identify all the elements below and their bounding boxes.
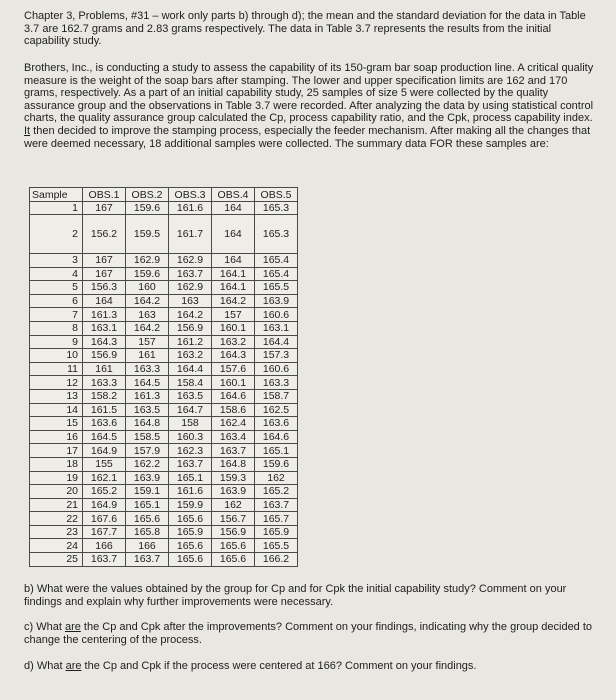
sample-number-cell: 14 <box>30 403 83 417</box>
observation-cell: 163.6 <box>255 417 298 431</box>
observation-cell: 163.9 <box>126 471 169 485</box>
observation-cell: 162 <box>255 471 298 485</box>
observation-cell: 164.8 <box>212 457 255 471</box>
observation-cell: 165.2 <box>83 485 126 499</box>
observation-cell: 163.2 <box>169 349 212 363</box>
table-row <box>30 321 298 335</box>
header-obs-4: OBS.4 <box>212 188 255 202</box>
observation-cell: 165.6 <box>169 539 212 553</box>
question-d-are: are <box>65 660 82 672</box>
problem-text-end: then decided to improve the stamping process, especially the feeder mechanism. After making all the changes that were deemed necessary, 18 additional samples were collected. The summary data FOR these samples are: <box>24 124 591 150</box>
sample-number-cell: 12 <box>30 376 83 390</box>
observation-cell: 164 <box>83 294 126 308</box>
observation-cell: 164.8 <box>126 417 169 431</box>
observation-cell: 164.3 <box>212 349 255 363</box>
observation-cell: 164.5 <box>126 376 169 390</box>
sample-number-cell: 10 <box>30 349 83 363</box>
observations-table <box>29 187 298 567</box>
table-row <box>30 376 298 390</box>
observation-cell: 157.3 <box>255 349 298 363</box>
sample-number-cell: 9 <box>30 335 83 349</box>
observation-cell: 164.6 <box>212 389 255 403</box>
sample-number-cell: 24 <box>30 539 83 553</box>
observation-cell: 165.6 <box>212 553 255 567</box>
table-row <box>30 471 298 485</box>
observation-cell: 162.9 <box>169 254 212 268</box>
observation-cell: 162.9 <box>126 254 169 268</box>
question-d <box>24 660 594 673</box>
sample-number-cell: 13 <box>30 389 83 403</box>
table-row <box>30 512 298 526</box>
observation-cell: 159.6 <box>126 267 169 281</box>
intro-text: Chapter 3, Problems, #31 – work only parts b) through d); the mean and the standard deviation for the data in Table 3.7 are 162.7 grams and 2.83 grams respectively. The data in Table 3.7 represents the results from the initial capability study. <box>24 10 586 48</box>
observation-cell: 167.7 <box>83 525 126 539</box>
observation-cell: 163 <box>169 294 212 308</box>
sample-number-cell: 6 <box>30 294 83 308</box>
observation-cell: 164.4 <box>255 335 298 349</box>
observation-cell: 164.6 <box>255 430 298 444</box>
observation-cell: 160.1 <box>212 321 255 335</box>
table-row <box>30 215 298 254</box>
sample-number-cell: 5 <box>30 281 83 295</box>
observation-cell: 165.2 <box>255 485 298 499</box>
observation-cell: 160.6 <box>255 362 298 376</box>
observation-cell: 165.1 <box>169 471 212 485</box>
observation-cell: 163.9 <box>255 294 298 308</box>
observation-cell: 164.1 <box>212 281 255 295</box>
observation-cell: 164.3 <box>83 335 126 349</box>
problem-text: Brothers, Inc., is conducting a study to assess the capability of its 150-gram bar soap production line. A critical quality measure is the weight of the soap bars after stamping. The lower and upper specification limits are 162 and 170 grams, respectively. As a part of an initial capability study, 25 samples of size 5 were collected by the quality assurance group and the observations in Table 3.7 were recorded. After analyzing the data by using statistical control charts, the quality assurance group calculated the Cp, process capability ratio, and the Cpk, process capability index. <box>24 62 594 125</box>
observation-cell: 163.3 <box>83 376 126 390</box>
table-header-row <box>30 188 298 202</box>
observation-cell: 167.6 <box>83 512 126 526</box>
sample-number-cell: 18 <box>30 457 83 471</box>
observation-cell: 157.6 <box>212 362 255 376</box>
observation-cell: 164.2 <box>169 308 212 322</box>
observation-cell: 165.8 <box>126 525 169 539</box>
question-b-text: b) What were the values obtained by the group for Cp and for Cpk the initial capability study? Comment on your findings and explain why further improvements were necessary. <box>24 583 567 608</box>
sample-number-cell: 23 <box>30 525 83 539</box>
observation-cell: 166 <box>83 539 126 553</box>
observation-cell: 161.7 <box>169 215 212 254</box>
observation-cell: 166 <box>126 539 169 553</box>
table-row <box>30 430 298 444</box>
observation-cell: 165.4 <box>255 254 298 268</box>
question-c-post: the Cp and Cpk after the improvements? Comment on your findings, indicating why the group decided to change the centering of the process. <box>24 621 593 646</box>
sample-number-cell: 11 <box>30 362 83 376</box>
observation-cell: 161.6 <box>169 202 212 215</box>
table-row <box>30 498 298 512</box>
observation-cell: 160.3 <box>169 430 212 444</box>
table-row <box>30 417 298 431</box>
question-c-pre: c) What <box>24 621 65 633</box>
question-c-are: are <box>64 621 81 633</box>
observation-cell: 158.2 <box>83 389 126 403</box>
observation-cell: 165.5 <box>255 281 298 295</box>
observation-cell: 156.3 <box>83 281 126 295</box>
sample-number-cell: 20 <box>30 485 83 499</box>
observation-cell: 159.6 <box>126 202 169 215</box>
observation-cell: 164.1 <box>212 267 255 281</box>
observation-cell: 163.7 <box>126 553 169 567</box>
intro-paragraph <box>24 10 594 48</box>
observation-cell: 165.3 <box>255 215 298 254</box>
observation-cell: 160.1 <box>212 376 255 390</box>
observation-cell: 163.3 <box>126 362 169 376</box>
observation-cell: 164 <box>212 202 255 215</box>
table-row <box>30 553 298 567</box>
observation-cell: 163.9 <box>212 485 255 499</box>
observation-cell: 163.4 <box>212 430 255 444</box>
observation-cell: 164.5 <box>83 430 126 444</box>
observation-cell: 167 <box>83 202 126 215</box>
table-row <box>30 254 298 268</box>
observation-cell: 165.1 <box>255 444 298 458</box>
observation-cell: 165.5 <box>255 539 298 553</box>
table-body <box>30 202 298 567</box>
observation-cell: 162.1 <box>83 471 126 485</box>
observation-cell: 165.3 <box>255 202 298 215</box>
observation-cell: 159.3 <box>212 471 255 485</box>
observation-cell: 158.4 <box>169 376 212 390</box>
question-d-post: the Cp and Cpk if the process were centered at 166? Comment on your findings. <box>81 660 477 672</box>
observation-cell: 164 <box>212 254 255 268</box>
observation-cell: 163.3 <box>255 376 298 390</box>
table-row <box>30 267 298 281</box>
sample-number-cell: 3 <box>30 254 83 268</box>
header-obs-2: OBS.2 <box>126 188 169 202</box>
observation-cell: 163.7 <box>169 267 212 281</box>
table-row <box>30 362 298 376</box>
observation-cell: 164.2 <box>126 321 169 335</box>
observation-cell: 157 <box>212 308 255 322</box>
observation-cell: 163.1 <box>255 321 298 335</box>
question-c <box>24 621 594 646</box>
sample-number-cell: 7 <box>30 308 83 322</box>
observation-cell: 163 <box>126 308 169 322</box>
table-row <box>30 202 298 215</box>
observation-cell: 161.6 <box>169 485 212 499</box>
observation-cell: 156.9 <box>83 349 126 363</box>
observation-cell: 161 <box>126 349 169 363</box>
header-obs-1: OBS.1 <box>83 188 126 202</box>
sample-number-cell: 15 <box>30 417 83 431</box>
table-row <box>30 525 298 539</box>
observation-cell: 162.5 <box>255 403 298 417</box>
observation-cell: 158.5 <box>126 430 169 444</box>
observation-cell: 159.9 <box>169 498 212 512</box>
observation-cell: 164.9 <box>83 498 126 512</box>
sample-number-cell: 4 <box>30 267 83 281</box>
observation-cell: 162.4 <box>212 417 255 431</box>
sample-number-cell: 17 <box>30 444 83 458</box>
observation-cell: 161.2 <box>169 335 212 349</box>
table-row <box>30 457 298 471</box>
observation-cell: 158 <box>169 417 212 431</box>
observation-cell: 162.9 <box>169 281 212 295</box>
observation-cell: 165.7 <box>255 512 298 526</box>
observation-cell: 162 <box>212 498 255 512</box>
observation-cell: 159.5 <box>126 215 169 254</box>
table-row <box>30 444 298 458</box>
observation-cell: 161.5 <box>83 403 126 417</box>
sample-number-cell: 21 <box>30 498 83 512</box>
observation-cell: 156.9 <box>212 525 255 539</box>
observation-cell: 163.5 <box>126 403 169 417</box>
observation-cell: 163.1 <box>83 321 126 335</box>
observation-cell: 163.7 <box>255 498 298 512</box>
observation-cell: 163.6 <box>83 417 126 431</box>
sample-number-cell: 1 <box>30 202 83 215</box>
sample-number-cell: 8 <box>30 321 83 335</box>
observation-cell: 161.3 <box>83 308 126 322</box>
observation-cell: 164.4 <box>169 362 212 376</box>
observation-cell: 165.1 <box>126 498 169 512</box>
observation-cell: 162.3 <box>169 444 212 458</box>
sample-number-cell: 22 <box>30 512 83 526</box>
observation-cell: 159.1 <box>126 485 169 499</box>
observation-cell: 163.7 <box>83 553 126 567</box>
observation-cell: 165.4 <box>255 267 298 281</box>
observation-cell: 165.9 <box>169 525 212 539</box>
table-row <box>30 403 298 417</box>
observation-cell: 163.2 <box>212 335 255 349</box>
sample-number-cell: 16 <box>30 430 83 444</box>
table-row <box>30 349 298 363</box>
question-b <box>24 583 594 608</box>
observation-cell: 165.6 <box>169 512 212 526</box>
problem-it-word: It <box>24 124 31 137</box>
observation-cell: 167 <box>83 267 126 281</box>
table-row <box>30 539 298 553</box>
table-row <box>30 485 298 499</box>
observation-cell: 166.2 <box>255 553 298 567</box>
observation-cell: 164.2 <box>126 294 169 308</box>
sample-number-cell: 25 <box>30 553 83 567</box>
observation-cell: 156.2 <box>83 215 126 254</box>
observation-cell: 158.7 <box>255 389 298 403</box>
observation-cell: 163.7 <box>169 457 212 471</box>
observation-cell: 157 <box>126 335 169 349</box>
observation-cell: 161.3 <box>126 389 169 403</box>
observation-cell: 157.9 <box>126 444 169 458</box>
observation-cell: 167 <box>83 254 126 268</box>
sample-number-cell: 19 <box>30 471 83 485</box>
table-row <box>30 389 298 403</box>
observation-cell: 164 <box>212 215 255 254</box>
header-obs-3: OBS.3 <box>169 188 212 202</box>
header-obs-5: OBS.5 <box>255 188 298 202</box>
observation-cell: 156.7 <box>212 512 255 526</box>
table-row <box>30 294 298 308</box>
problem-paragraph <box>24 62 594 150</box>
observation-cell: 163.5 <box>169 389 212 403</box>
observation-cell: 165.6 <box>126 512 169 526</box>
observation-cell: 162.2 <box>126 457 169 471</box>
header-sample: Sample <box>30 188 83 202</box>
observation-cell: 160.6 <box>255 308 298 322</box>
observation-cell: 165.6 <box>169 553 212 567</box>
observation-cell: 158.6 <box>212 403 255 417</box>
observation-cell: 165.6 <box>212 539 255 553</box>
sample-number-cell: 2 <box>30 215 83 254</box>
table-row <box>30 335 298 349</box>
observation-cell: 160 <box>126 281 169 295</box>
observation-cell: 156.9 <box>169 321 212 335</box>
observation-cell: 159.6 <box>255 457 298 471</box>
observation-cell: 165.9 <box>255 525 298 539</box>
observation-cell: 164.9 <box>83 444 126 458</box>
observation-cell: 164.2 <box>212 294 255 308</box>
observation-cell: 164.7 <box>169 403 212 417</box>
table-row <box>30 281 298 295</box>
observation-cell: 161 <box>83 362 126 376</box>
observation-cell: 163.7 <box>212 444 255 458</box>
observation-cell: 155 <box>83 457 126 471</box>
table-row <box>30 308 298 322</box>
question-d-pre: d) What <box>24 660 66 672</box>
